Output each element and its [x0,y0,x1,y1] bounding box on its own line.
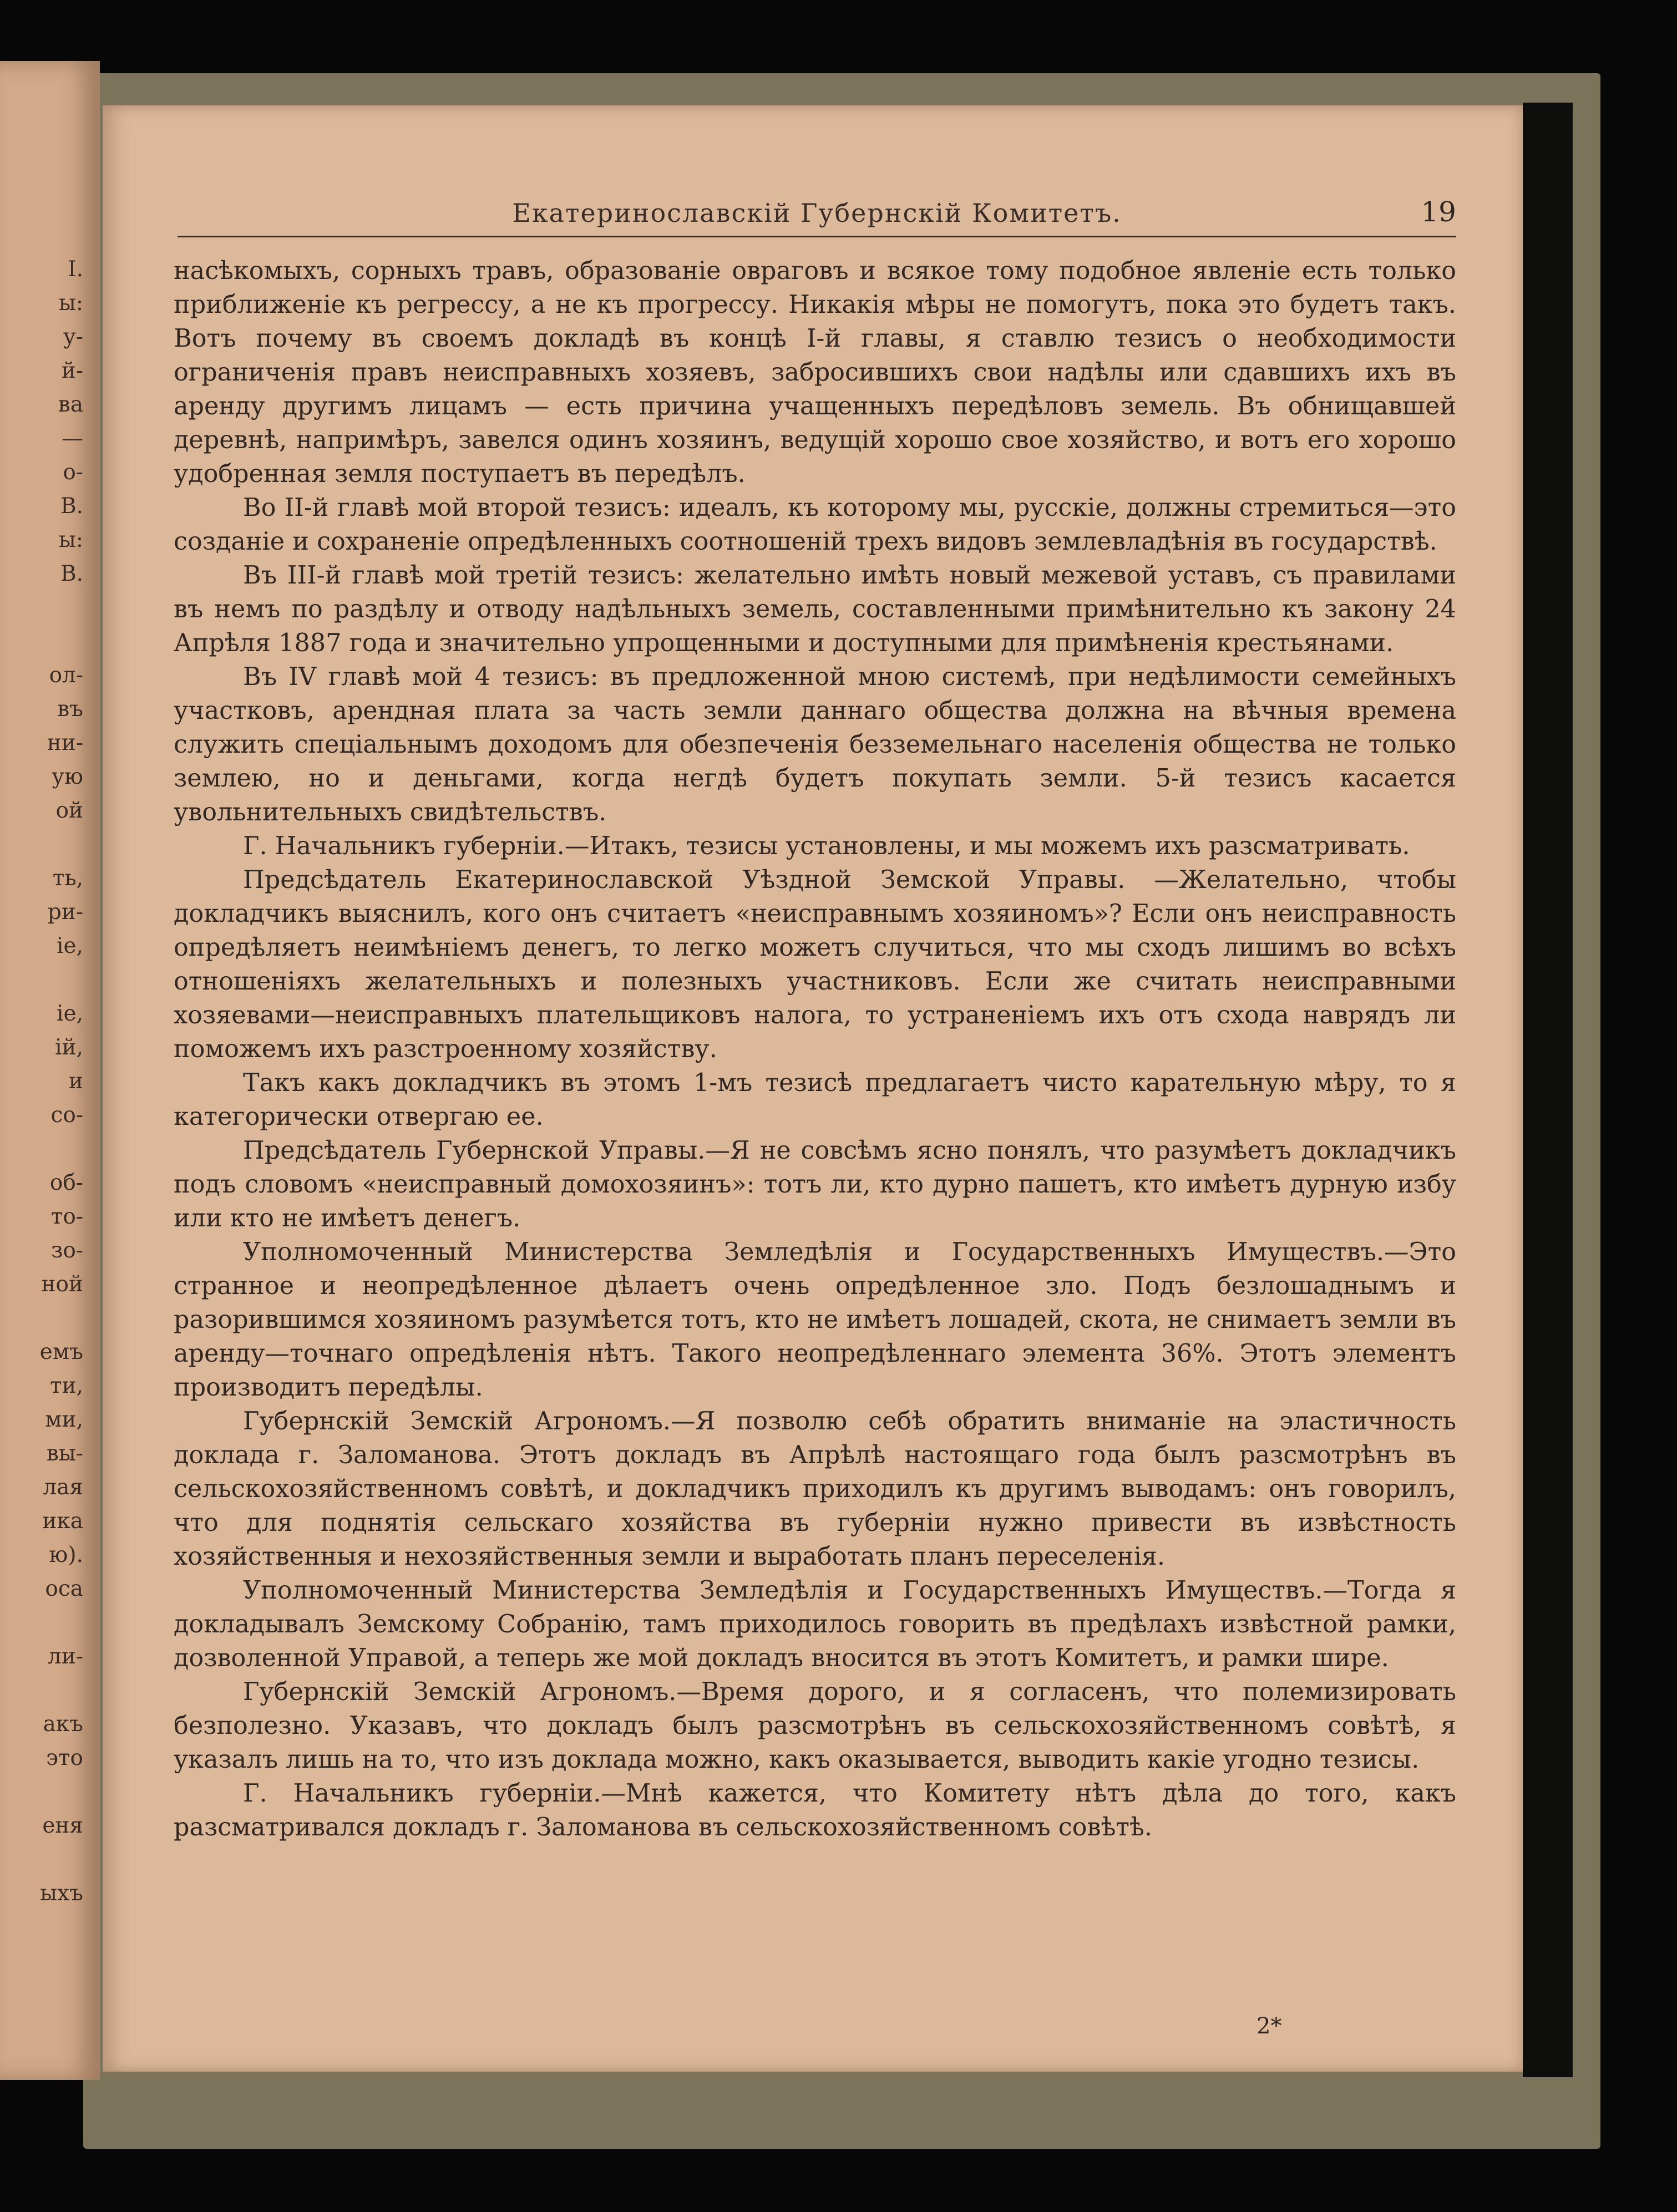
paragraph: Г. Начальникъ губерніи.—Мнѣ кажется, что Комитету нѣтъ дѣла до того, какъ разсматривался докладъ г. Заломанова въ сельскохозяйственномъ совѣтѣ. [174,1779,1456,1841]
left-page-text-fragments: I. ы: у- й- ва — о- В. ы: В. ол- въ ни- ую ой ть, ри- іе, іе, ій, и со- об- то- зо- ной емъ ти, ми, вы- лая ика ю). оса ли- акъ это еня ыхъ [39,257,83,1906]
paragraph: Въ IV главѣ мой 4 тезисъ: въ предложенной мною системѣ, при недѣлимости семейныхъ участковъ, арендная плата за часть земли даннаго общества должна на вѣчныя времена служить спеціальнымъ доходомъ для обезпеченія безземельнаго населенія общества не только землею, но и деньгами, когда негдѣ будетъ покупать земли. 5-й тезисъ касается увольнительныхъ свидѣтельствъ. [174,663,1456,826]
left-page [0,61,100,2080]
paragraph: Предсѣдатель Губернской Управы.—Я не совсѣмъ ясно понялъ, что разумѣетъ докладчикъ подъ словомъ «неисправный домохозяинъ»: тотъ ли, кто дурно пашетъ, кто имѣетъ дурную избу или кто не имѣетъ денегъ. [174,1137,1456,1232]
signature-mark: 2* [1257,2013,1282,2039]
page-number: 19 [1421,196,1456,228]
page-block-edge [1523,103,1573,2077]
paragraph: Такъ какъ докладчикъ въ этомъ 1-мъ тезисѣ предлагаетъ чисто карательную мѣру, то я категорически отвергаю ее. [174,1069,1456,1131]
paragraph: Г. Начальникъ губерніи.—Итакъ, тезисы установлены, и мы можемъ ихъ разсматривать. [243,832,1410,860]
paragraph: Уполномоченный Министерства Земледѣлія и Государственныхъ Имуществъ.—Это странное и неопредѣленное дѣлаетъ очень опредѣленное зло. Подъ безлошаднымъ и разорившимся хозяиномъ разумѣется тотъ, кто не имѣетъ лошадей, скота, не снимаетъ земли въ аренду—точнаго опредѣленія нѣтъ. Такого неопредѣленнаго элемента 36%. Этотъ элементъ производитъ передѣлы. [174,1238,1456,1402]
running-title: Екатеринославскій Губернскій Комитетъ. [512,198,1122,228]
paragraph: насѣкомыхъ, сорныхъ травъ, образованіе овраговъ и всякое тому подобное явленіе есть только приближеніе къ регрессу, а не къ прогрессу. Никакія мѣры не помогутъ, пока это будетъ такъ. Вотъ почему въ своемъ докладѣ въ концѣ I-й главы, я ставлю тезисъ о необходимости ограниченія правъ неисправныхъ хозяевъ, забросившихъ свои надѣлы или сдавшихъ ихъ въ аренду другимъ лицамъ — есть причина учащенныхъ передѣловъ земель. Въ обнищавшей деревнѣ, напримѣръ, завелся одинъ хозяинъ, ведущій хорошо свое хозяйство, и вотъ его хорошо удобренная земля поступаетъ въ передѣлъ. [174,257,1456,488]
paragraph: Во II-й главѣ мой второй тезисъ: идеалъ, къ которому мы, русскіе, должны стремиться—это созданіе и сохраненіе опредѣленныхъ соотношеній трехъ видовъ землевладѣнія въ государствѣ. [174,494,1456,556]
paragraph: Уполномоченный Министерства Земледѣлія и Государственныхъ Имуществъ.—Тогда я докладывалъ Земскому Собранію, тамъ приходилось говорить въ предѣлахъ извѣстной рамки, дозволенной Управой, а теперь же мой докладъ вносится въ этотъ Комитетъ, и рамки шире. [174,1576,1456,1672]
book-page [103,105,1523,2072]
paragraph: Предсѣдатель Екатеринославской Уѣздной Земской Управы. —Желательно, чтобы докладчикъ выяснилъ, кого онъ считаетъ «неисправнымъ хозяиномъ»? Если онъ неисправность опредѣляетъ неимѣніемъ денегъ, то легко можетъ случиться, что мы сходъ лишимъ во всѣхъ отношеніяхъ желательныхъ и полезныхъ участниковъ. Если же считать неисправными хозяевами—неисправныхъ плательщиковъ налога, то устраненіемъ ихъ отъ схода наврядъ ли поможемъ ихъ разстроенному хозяйству. [174,866,1456,1063]
paragraph: Губернскій Земскій Агрономъ.—Время дорого, и я согласенъ, что полемизировать безполезно. Указавъ, что докладъ былъ разсмотрѣнъ въ сельскохозяйственномъ совѣтѣ, я указалъ лишь на то, что изъ доклада можно, какъ оказывается, выводить какіе угодно тезисы. [174,1678,1456,1774]
paragraph: Въ III-й главѣ мой третій тезисъ: желательно имѣть новый межевой уставъ, съ правилами въ немъ по раздѣлу и отводу надѣльныхъ земель, составленными примѣнительно къ закону 24 Апрѣля 1887 года и значительно упрощенными и доступными для примѣненія крестьянами. [174,561,1456,657]
body-text [174,254,1456,1844]
paragraph: Губернскій Земскій Агрономъ.—Я позволю себѣ обратить вниманіе на эластичность доклада г. Заломанова. Этотъ докладъ въ Апрѣлѣ настоящаго года былъ разсмотрѣнъ въ сельскохозяйственномъ совѣтѣ, и докладчикъ приходилъ къ другимъ выводамъ: онъ говорилъ, что для поднятія сельскаго хозяйства въ губерніи нужно привести въ извѣстность хозяйственныя и нехозяйственныя земли и выработать планъ переселенія. [174,1407,1456,1571]
running-header [178,191,1456,237]
